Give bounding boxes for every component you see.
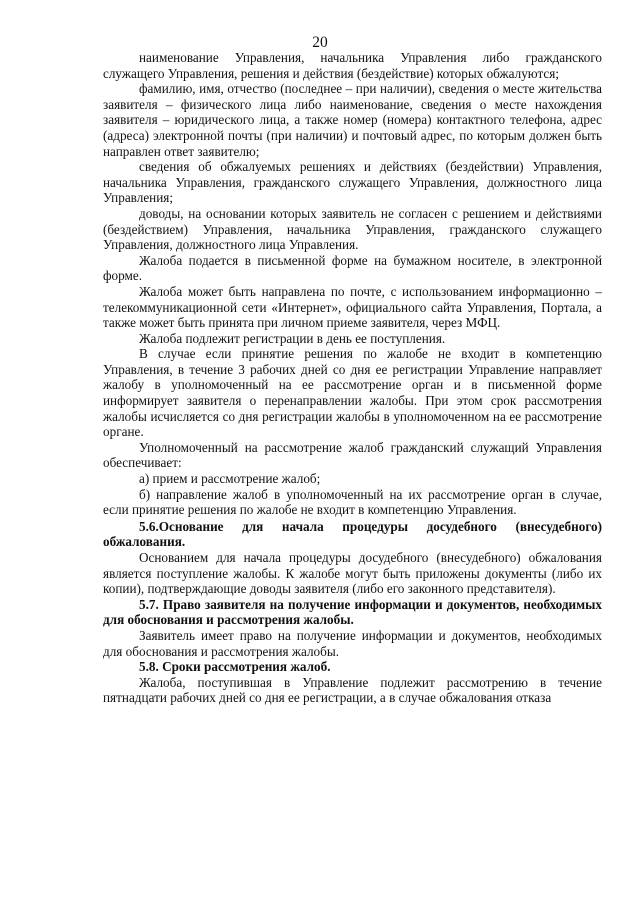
paragraph: фамилию, имя, отчество (последнее – при наличии), сведения о месте жительства заявителя – физического лица либо наименование, сведения о месте нахождения заявителя – юридического лица, а также номер (номера) контактного телефона, адрес (адреса) электронной почты (при наличии) и почтовый адрес, по которым должен быть направлен ответ заявителю;	[103, 81, 602, 159]
paragraph: сведения об обжалуемых решениях и действиях (бездействии) Управления, начальника Управления, гражданского служащего Управления, должностного лица Управления;	[103, 159, 602, 206]
page-number: 20	[312, 34, 328, 51]
section-heading-5-8: 5.8. Сроки рассмотрения жалоб.	[139, 659, 331, 675]
section-heading-5-7: 5.7. Право заявителя на получение информации и документов, необходимых для обоснования и рассмотрения жалобы.	[103, 596, 602, 628]
paragraph: Жалоба может быть направлена по почте, с использованием информационно – телекоммуникационной сети «Интернет», официального сайта Управления, Портала, а также может быть принята при личном приеме заявителя, через МФЦ.	[103, 283, 602, 331]
list-item: а) прием и рассмотрение жалоб;	[139, 471, 321, 487]
paragraph: Жалоба подается в письменной форме на бумажном носителе, в электронной форме.	[103, 252, 602, 284]
paragraph: Заявитель имеет право на получение информации и документов, необходимых для обоснования и рассмотрения жалобы.	[103, 627, 602, 659]
paragraph: Основанием для начала процедуры досудебного (внесудебного) обжалования является поступление жалобы. К жалобе могут быть приложены документы (либо их копии), подтверждающие доводы заявителя (либо его законного представителя).	[103, 550, 602, 597]
paragraph: Жалоба подлежит регистрации в день ее поступления.	[139, 330, 446, 346]
paragraph: В случае если принятие решения по жалобе не входит в компетенцию Управления, в течение 3 рабочих дней со дня ее регистрации Управление направляет жалобу в уполномоченный на ее рассмотрение орган и в письменной форме информирует заявителя о перенаправлении жалобы. При этом срок рассмотрения жалобы исчисляется со дня регистрации жалобы в уполномоченном на ее рассмотрение органе.	[103, 346, 602, 440]
document-body	[103, 50, 602, 706]
section-heading-5-6: 5.6.Основание для начала процедуры досудебного (внесудебного) обжалования.	[103, 518, 602, 550]
paragraph: Уполномоченный на рассмотрение жалоб гражданский служащий Управления обеспечивает:	[103, 439, 602, 471]
paragraph: наименование Управления, начальника Управления либо гражданского служащего Управления, решения и действия (бездействие) которых обжалуются;	[103, 50, 602, 81]
list-item: б) направление жалоб в уполномоченный на их рассмотрение орган в случае, если принятие решения по жалобе не входит в компетенцию Управления.	[103, 486, 602, 518]
paragraph: Жалоба, поступившая в Управление подлежит рассмотрению в течение пятнадцати рабочих дней со дня ее регистрации, а в случае обжалования отказа	[103, 674, 602, 706]
paragraph: доводы, на основании которых заявитель не согласен с решением и действиями (бездействием) Управления, начальника Управления, гражданского служащего Управления, должностного лица Управления.	[103, 205, 602, 253]
